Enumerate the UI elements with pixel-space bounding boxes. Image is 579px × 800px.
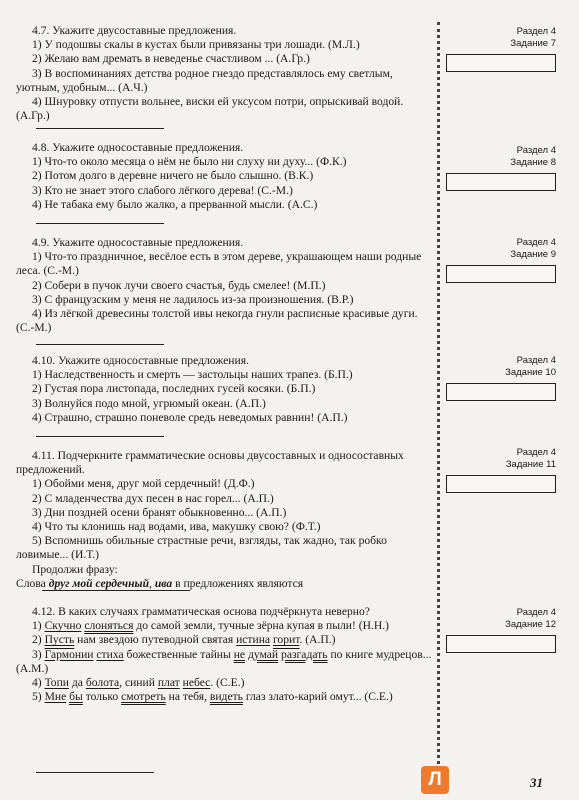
task-option: 3) Волнуйся подо мной, угрюмый океан. (А.П.): [32, 396, 266, 410]
task-option: 4) Что ты клонишь над водами, ива, макушку свою? (Ф.Т.): [32, 520, 321, 534]
task-option: 1) Обойми меня, друг мой сердечный! (Д.Ф.): [32, 477, 255, 491]
task-option: 2) Потом долго в деревне ничего не было слышно. (В.К.): [32, 169, 314, 183]
task-4-10: [16, 354, 434, 425]
task-4-8: [16, 141, 434, 212]
section-label: Раздел 4: [516, 447, 556, 458]
underlined-word: видеть: [209, 690, 243, 704]
task-option: 1) Наследственность и смерть — застольцы наших трапез. (Б.П.): [32, 368, 353, 382]
phrase-bold-2: ива: [154, 576, 173, 590]
text-run: . (А.П.): [299, 633, 336, 647]
text-run: глаз злато-карий омут... (С.Е.): [242, 690, 393, 704]
task-heading: 4.10. Укажите односоставные предложения.: [32, 354, 249, 367]
answer-box[interactable]: [446, 475, 556, 493]
side-answer-9: [446, 237, 568, 283]
text-run: на тебя,: [165, 690, 210, 704]
task-option: 4) Из лёгкой древесины толстой ивы некогда гнули расписные красивые дуги. (С.-М.): [16, 307, 418, 335]
task-option-underlined: [16, 633, 434, 647]
underlined-word: думай: [247, 647, 279, 661]
answer-line[interactable]: [36, 223, 164, 224]
text-run: да: [68, 676, 86, 690]
underlined-word: Пусть: [44, 633, 75, 647]
task-option: 2) Желаю вам дремать в неведенье счастливом ... (А.Гр.): [32, 52, 310, 66]
text-run: , синий: [119, 676, 158, 690]
underlined-word: не: [233, 647, 246, 661]
text-run: 3): [32, 647, 45, 661]
task-option-underlined: [16, 676, 434, 690]
task-heading: 4.8. Укажите односоставные предложения.: [32, 141, 244, 154]
text-run: до самой земли, тучные зёрна купая в пыли! (Н.Н.): [133, 619, 390, 633]
task-option: 2) С младенчества дух песен в нас горел... (А.П.): [32, 491, 274, 505]
underlined-word: смотреть: [121, 690, 166, 704]
task-option: 2) Густая пора листопада, последних гусей косяки. (Б.П.): [32, 382, 316, 396]
task-option: 4) Страшно, страшно поневоле средь неведомых равнин! (А.П.): [32, 410, 348, 424]
answer-line[interactable]: [36, 344, 164, 345]
underlined-word: небес: [182, 676, 211, 690]
task-heading: 4.11. Подчеркните грамматические основы двусоставных и односоставных предложений.: [16, 449, 404, 477]
task-label: Задание 11: [505, 459, 556, 470]
task-label: Задание 10: [505, 367, 556, 378]
task-heading: 4.12. В каких случаях грамматическая основа подчёркнута неверно?: [32, 605, 370, 618]
underlined-word: истина: [236, 633, 271, 647]
task-label: Задание 9: [510, 249, 556, 260]
underlined-word: Топи: [44, 676, 69, 690]
side-answer-11: [446, 447, 568, 493]
underlined-word: Скучно: [44, 619, 82, 633]
section-label: Раздел 4: [516, 26, 556, 37]
task-option: 4) Не табака ему было жалко, а прерванной мысли. (А.С.): [32, 197, 318, 211]
task-option: 4) Шнуровку отпусти вольнее, виски ей уксусом потри, опрыскивай водой. (А.Гр.): [16, 95, 404, 123]
task-4-12: [16, 605, 434, 704]
text-run: 5): [32, 690, 45, 704]
underlined-word: болота: [85, 676, 120, 690]
answer-line[interactable]: [36, 128, 164, 129]
underlined-word: слоняться: [84, 619, 134, 633]
task-option: 3) Кто не знает этого слабого лёгкого дерева! (С.-М.): [32, 183, 293, 197]
section-label: Раздел 4: [516, 145, 556, 156]
task-option: 3) Дни поздней осени бранят обыкновенно... (А.П.): [32, 505, 287, 519]
underlined-word: разгадать: [281, 647, 328, 661]
task-label: Задание 7: [510, 38, 556, 49]
page-number: 31: [530, 775, 543, 790]
phrase-suffix: в предложениях являются: [172, 576, 304, 590]
task-heading: 4.7. Укажите двусоставные предложения.: [32, 24, 237, 37]
answer-line[interactable]: [42, 590, 190, 591]
continue-phrase: [16, 577, 434, 591]
answer-box[interactable]: [446, 635, 556, 653]
answer-box[interactable]: [446, 54, 556, 72]
answer-box[interactable]: [446, 173, 556, 191]
side-answer-7: [446, 26, 568, 72]
section-label: Раздел 4: [516, 237, 556, 248]
phrase-bold: друг мой сердечный: [48, 576, 150, 590]
task-option: 1) Что-то праздничное, весёлое есть в этом дереве, украшающем наши родные леса. (С.-М.): [16, 250, 422, 278]
task-option-underlined: [16, 690, 434, 704]
task-option: 3) С французским у меня не ладилось из-за произношения. (В.Р.): [32, 292, 354, 306]
text-run: божественные тайны: [123, 647, 234, 661]
task-option-underlined: [16, 648, 434, 676]
text-run: только: [82, 690, 122, 704]
underlined-word: Мне: [44, 690, 67, 704]
answer-box[interactable]: [446, 383, 556, 401]
task-heading: 4.9. Укажите односоставные предложения.: [32, 236, 244, 249]
section-label: Раздел 4: [516, 607, 556, 618]
side-answer-12: [446, 607, 568, 653]
text-run: 1): [32, 619, 45, 633]
answer-line[interactable]: [36, 772, 154, 773]
side-answer-8: [446, 145, 568, 191]
task-option: 2) Собери в пучок лучи своего счастья, будь смелее! (М.П.): [32, 278, 326, 292]
task-4-11: [16, 449, 434, 591]
task-option: 5) Вспомнишь обильные страстные речи, взгляды, так жадно, так робко ловимые... (И.Т.): [16, 534, 387, 562]
task-option-underlined: [16, 619, 434, 633]
underlined-word: бы: [69, 690, 83, 704]
text-run: 2): [32, 633, 45, 647]
text-run: нам звездою путеводной святая: [74, 633, 237, 647]
publisher-logo: Л: [421, 766, 449, 794]
side-answer-10: [446, 355, 568, 401]
underlined-word: стиха: [96, 647, 124, 661]
text-run: 4): [32, 676, 45, 690]
task-option: 1) Что-то около месяца о нём не было ни слуху ни духу... (Ф.К.): [32, 155, 347, 169]
section-label: Раздел 4: [516, 355, 556, 366]
cut-line: [437, 22, 440, 782]
continue-label: Продолжи фразу:: [32, 562, 118, 576]
task-4-9: [16, 236, 434, 335]
task-option: 3) В воспоминаниях детства родное гнездо представлялось ему светлым, уютным, удобным... (А.Ч.): [16, 66, 393, 94]
task-option: 1) У подошвы скалы в кустах были привязаны три лошади. (М.Л.): [32, 38, 360, 52]
answer-box[interactable]: [446, 265, 556, 283]
underlined-word: плат: [157, 676, 180, 690]
phrase-prefix: Слова: [16, 576, 49, 590]
phrase-sep: ,: [149, 576, 155, 590]
task-4-7: [16, 24, 434, 123]
underlined-word: горит: [272, 633, 300, 647]
text-run: по книге мудрецов...(А.М.): [16, 647, 432, 675]
text-run: . (С.Е.): [210, 676, 245, 690]
underlined-word: Гармонии: [44, 647, 94, 661]
task-label: Задание 8: [510, 157, 556, 168]
answer-line[interactable]: [36, 436, 164, 437]
task-label: Задание 12: [505, 619, 556, 630]
